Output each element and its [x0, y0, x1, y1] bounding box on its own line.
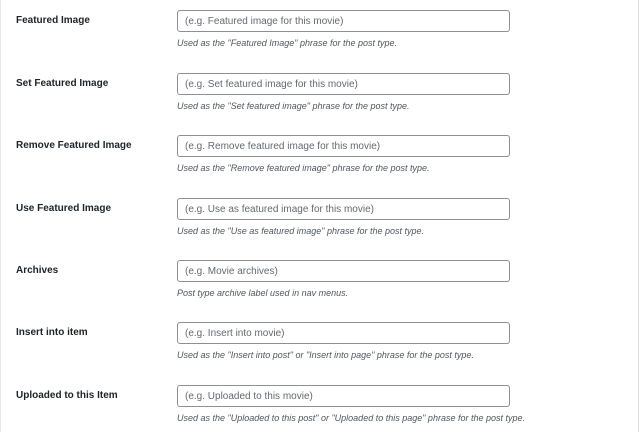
row-use-featured-image	[1, 188, 640, 250]
row-archives	[1, 250, 640, 312]
archives-input[interactable]	[177, 260, 510, 282]
field-label: Set Featured Image	[16, 78, 109, 89]
field-label: Use Featured Image	[16, 203, 112, 214]
field-description: Used as the "Use as featured image" phrase for the post type.	[177, 226, 425, 236]
field-label: Uploaded to this Item	[16, 390, 118, 401]
field-description: Used as the "Remove featured image" phrase for the post type.	[177, 163, 430, 173]
field-label: Insert into item	[16, 327, 88, 338]
row-insert-into-item	[1, 312, 640, 374]
field-label: Archives	[16, 265, 59, 276]
row-remove-featured-image	[1, 125, 640, 187]
field-description: Used as the "Featured Image" phrase for the post type.	[177, 38, 398, 48]
row-set-featured-image	[1, 63, 640, 125]
set-featured-image-input[interactable]	[177, 73, 510, 95]
row-uploaded-to-this-item	[1, 375, 640, 437]
field-description: Used as the "Insert into post" or "Insert into page" phrase for the post type.	[177, 350, 474, 360]
uploaded-to-this-item-input[interactable]	[177, 385, 510, 407]
field-label: Remove Featured Image	[16, 140, 132, 151]
field-description: Used as the "Set featured image" phrase for the post type.	[177, 101, 410, 111]
featured-image-input[interactable]	[177, 10, 510, 32]
field-description: Post type archive label used in nav menus.	[177, 288, 349, 298]
field-description: Used as the "Uploaded to this post" or "Uploaded to this page" phrase for the post type.	[177, 413, 525, 423]
use-featured-image-input[interactable]	[177, 198, 510, 220]
remove-featured-image-input[interactable]	[177, 135, 510, 157]
insert-into-item-input[interactable]	[177, 322, 510, 344]
field-label: Featured Image	[16, 15, 90, 26]
row-featured-image	[1, 0, 640, 62]
